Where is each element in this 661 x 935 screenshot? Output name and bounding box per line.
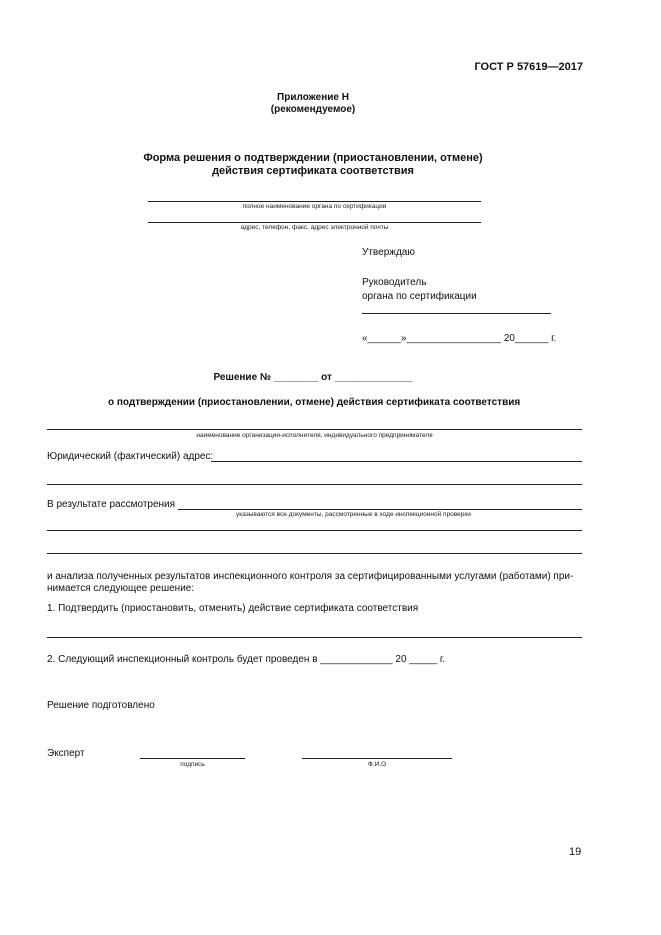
analysis-text-line1: и анализа полученных результатов инспекционного контроля за сертифицированными услугами (работами) при- xyxy=(47,571,574,582)
form-title-line1: Форма решения о подтверждении (приостановлении, отмене) xyxy=(143,152,483,164)
org-name-caption: полное наименование органа по сертификации xyxy=(242,203,387,210)
head-signature-line xyxy=(362,313,551,314)
page-number: 19 xyxy=(569,846,582,858)
signature-line xyxy=(140,758,245,759)
signature-caption: подпись xyxy=(180,761,205,768)
org-executor-caption: наименование организации-исполнителя, индивидуального предпринимателя xyxy=(196,432,433,439)
expert-label: Эксперт xyxy=(47,748,85,759)
org-name-line xyxy=(148,201,481,202)
approval-date: «______»_________________ 20______ г. xyxy=(362,333,557,344)
approve-label: Утверждаю xyxy=(362,247,415,258)
fio-line xyxy=(302,758,452,759)
decision-number: Решение № ________ от ______________ xyxy=(213,372,413,383)
prepared-label: Решение подготовлено xyxy=(47,700,155,711)
decision-subject: о подтверждении (приостановлении, отмене) действия сертификата соответствия xyxy=(108,397,521,408)
review-caption: указываются все документы, рассмотренные в ходе инспекционной проверки xyxy=(236,511,471,518)
form-title-line2: действия сертификата соответствия xyxy=(212,165,414,177)
item-1: 1. Подтвердить (приостановить, отменить) действие сертификата соответствия xyxy=(47,603,419,614)
legal-address-line xyxy=(211,461,582,462)
legal-address-label: Юридический (фактический) адрес: xyxy=(47,451,214,462)
org-executor-line xyxy=(47,429,582,430)
appendix-title: Приложение Н xyxy=(277,92,349,103)
item-1-line xyxy=(47,637,582,638)
fio-caption: Ф.И.О xyxy=(367,761,387,768)
appendix-status: (рекомендуемое) xyxy=(270,104,356,115)
org-address-caption: адрес, телефон, факс. адрес электронной почты xyxy=(240,224,389,231)
review-label: В результате рассмотрения xyxy=(47,499,176,510)
cert-body-label: органа по сертификации xyxy=(362,291,477,302)
legal-address-line-2 xyxy=(47,484,582,485)
head-label: Руководитель xyxy=(362,277,427,288)
standard-number: ГОСТ Р 57619—2017 xyxy=(474,61,583,73)
item-2: 2. Следующий инспекционный контроль будет проведен в _____________ 20 _____ г. xyxy=(47,654,446,665)
analysis-text-line2: нимается следующее решение: xyxy=(47,583,195,594)
org-address-line xyxy=(148,222,481,223)
review-line-3 xyxy=(47,553,582,554)
review-line xyxy=(178,509,582,510)
review-line-2 xyxy=(47,530,582,531)
